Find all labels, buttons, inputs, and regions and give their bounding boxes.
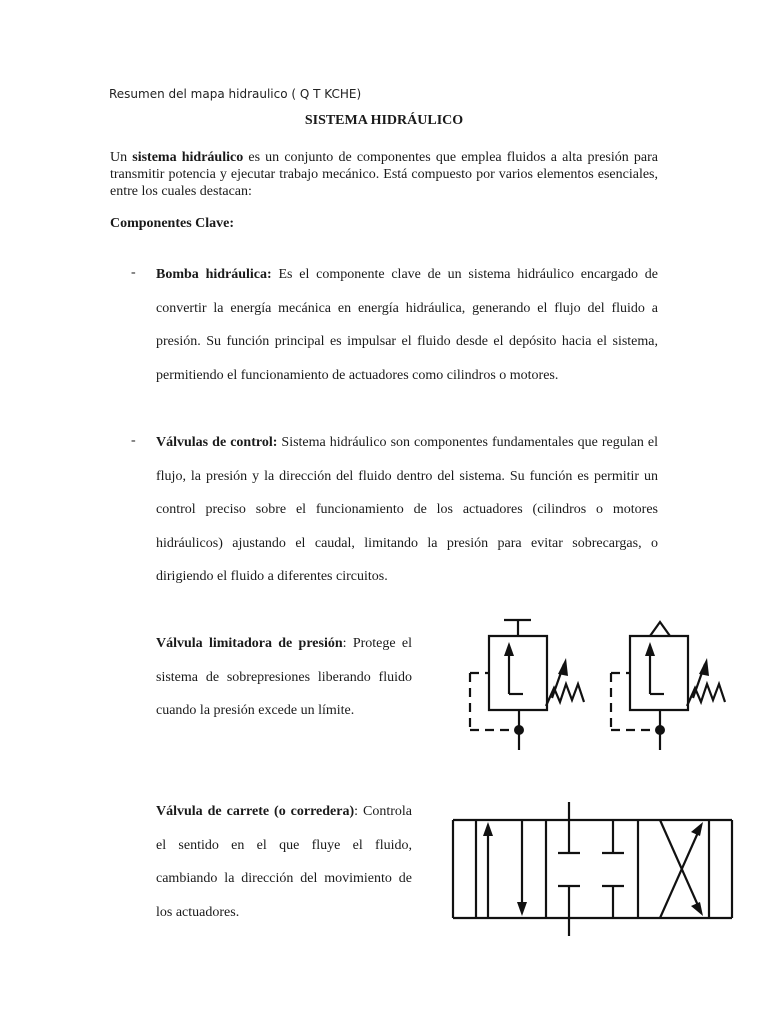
subitem-carrete (156, 795, 412, 929)
item-label: Válvulas de control: (156, 435, 278, 450)
bullet-dash: - (131, 265, 136, 280)
item-label: Bomba hidráulica: (156, 267, 272, 282)
intro-lead: Un (110, 150, 133, 165)
section-heading: Componentes Clave: (110, 216, 235, 231)
intro-bold-term: sistema hidráulico (132, 150, 244, 165)
pressure-relief-valve-diagram (460, 610, 740, 760)
subitem-text: : Protege el sistema de sobrepresiones liberando fluido cuando la presión excede un límite. (156, 636, 412, 719)
page-title: SISTEMA HIDRÁULICO (304, 113, 464, 128)
list-item-bomba (156, 258, 658, 392)
subitem-label: Válvula limitadora de presión (156, 636, 343, 651)
subitem-text: : Controla el sentido en el que fluye el fluido, cambiando la dirección del movimiento de los actuadores. (156, 804, 413, 920)
intro-paragraph (110, 149, 658, 200)
subitem-label: Válvula de carrete (o corredera) (156, 804, 355, 819)
spool-valve-diagram (448, 800, 738, 940)
item-text: Sistema hidráulico son componentes fundamentales que regulan el flujo, la presión y la dirección del fluido dentro del sistema. Su función es permitir un control preciso sobre el funcionamiento de los actuadores (cilindros o motores hidráulicos) ajustando el caudal, limitando la presión para evitar sobrecargas, o dirigiendo el fluido a diferentes circuitos. (156, 435, 658, 585)
item-text: Es el componente clave de un sistema hidráulico encargado de convertir la energía mecánica en energía hidráulica, generando el flujo del fluido a presión. Su función principal es impulsar el fluido desde el depósito hacia el sistema, permitiendo el funcionamiento de actuadores como cilindros o motores. (156, 267, 658, 383)
bullet-dash: - (131, 433, 136, 448)
list-item-valvulas (156, 426, 658, 594)
document-header: Resumen del mapa hidraulico ( Q T KCHE) (109, 87, 362, 101)
subitem-limitadora (156, 627, 412, 728)
intro-rest: es un conjunto de componentes que emplea fluidos a alta presión para transmitir potencia y ejecutar trabajo mecánico. Está compuesto por varios elementos esenciales, entre los cuales destacan: (110, 150, 658, 199)
spool-valve-symbol (453, 802, 732, 936)
relief-valve-symbol-right (611, 622, 725, 750)
relief-valve-symbol-left (470, 620, 584, 750)
